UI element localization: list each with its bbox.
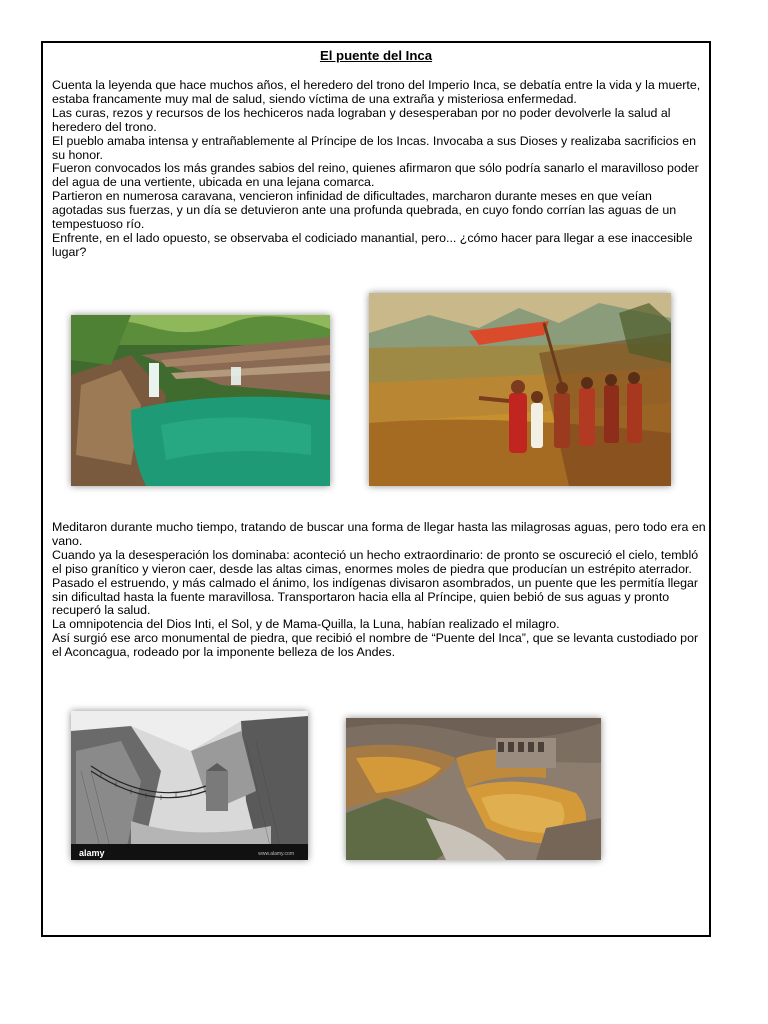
text-block-top bbox=[52, 79, 706, 260]
painting-inca-procession bbox=[369, 293, 671, 486]
watermark-url: www.alamy.com bbox=[258, 851, 294, 857]
paragraph: Las curas, rezos y recursos de los hechiceros nada lograban y desesperaban por no poder devolverle la salud al heredero del trono. bbox=[52, 105, 671, 134]
paragraph: La omnipotencia del Dios Inti, el Sol, y de Mama-Quilla, la Luna, habían realizado el milagro. bbox=[52, 617, 560, 632]
text-block-bottom bbox=[52, 521, 706, 660]
paragraph: Enfrente, en el lado opuesto, se observaba el codiciado manantial, pero... ¿cómo hacer para llegar a ese inaccesible lugar? bbox=[52, 230, 693, 259]
paragraph: Así surgió ese arco monumental de piedra, que recibió el nombre de “Puente del Inca”, que se levanta custodiado por el Aconcagua, rodeado por la imponente belleza de los Andes. bbox=[52, 631, 699, 660]
document-title: El puente del Inca bbox=[319, 48, 433, 63]
watermark-logo: alamy bbox=[79, 848, 105, 858]
photo-waterfall-pool bbox=[71, 315, 330, 486]
paragraph: Cuenta la leyenda que hace muchos años, el heredero del trono del Imperio Inca, se debatía entre la vida y la muerte, estaba francamente muy mal de salud, siendo víctima de una extraña y misteriosa enfermedad. bbox=[52, 78, 701, 106]
paragraph: Fueron convocados los más grandes sabios del reino, quienes afirmaron que sólo podría sanarlo el maravilloso poder del agua de una vertiente, ubicada en una lejana comarca. bbox=[52, 161, 699, 190]
paragraph: Pasado el estruendo, y más calmado el ánimo, los indígenas divisaron asombrados, un puente que les permitía llegar sin dificultad hasta la fuente maravillosa. Transportaron hacia ella al Príncipe, quien bebió de sus aguas y pronto recuperó la salud. bbox=[52, 575, 699, 618]
paragraph: Cuando ya la desesperación los dominaba: aconteció un hecho extraordinario: de pronto se oscureció el cielo, tembló el piso granítico y vieron caer, desde las altas cimas, enormes moles de piedra que producían un estrépito aterrador. bbox=[52, 547, 699, 576]
engraving-rope-bridge bbox=[71, 711, 308, 860]
paragraph: Partieron en numerosa caravana, vencieron infinidad de dificultades, marcharon durante meses en que veían agotadas sus fuerzas, y un día se detuvieron ante una profunda quebrada, en cuyo fondo corrían las aguas de un tempestuoso río. bbox=[52, 189, 677, 232]
paragraph: El pueblo amaba intensa y entrañablemente al Príncipe de los Incas. Invocaba a sus Dioses y realizaba sacrificios en su honor. bbox=[52, 133, 696, 162]
photo-puente-del-inca bbox=[346, 718, 601, 860]
paragraph: Meditaron durante mucho tiempo, tratando de buscar una forma de llegar hasta las milagrosas aguas, pero todo era en vano. bbox=[52, 520, 706, 548]
page-frame bbox=[41, 41, 711, 937]
